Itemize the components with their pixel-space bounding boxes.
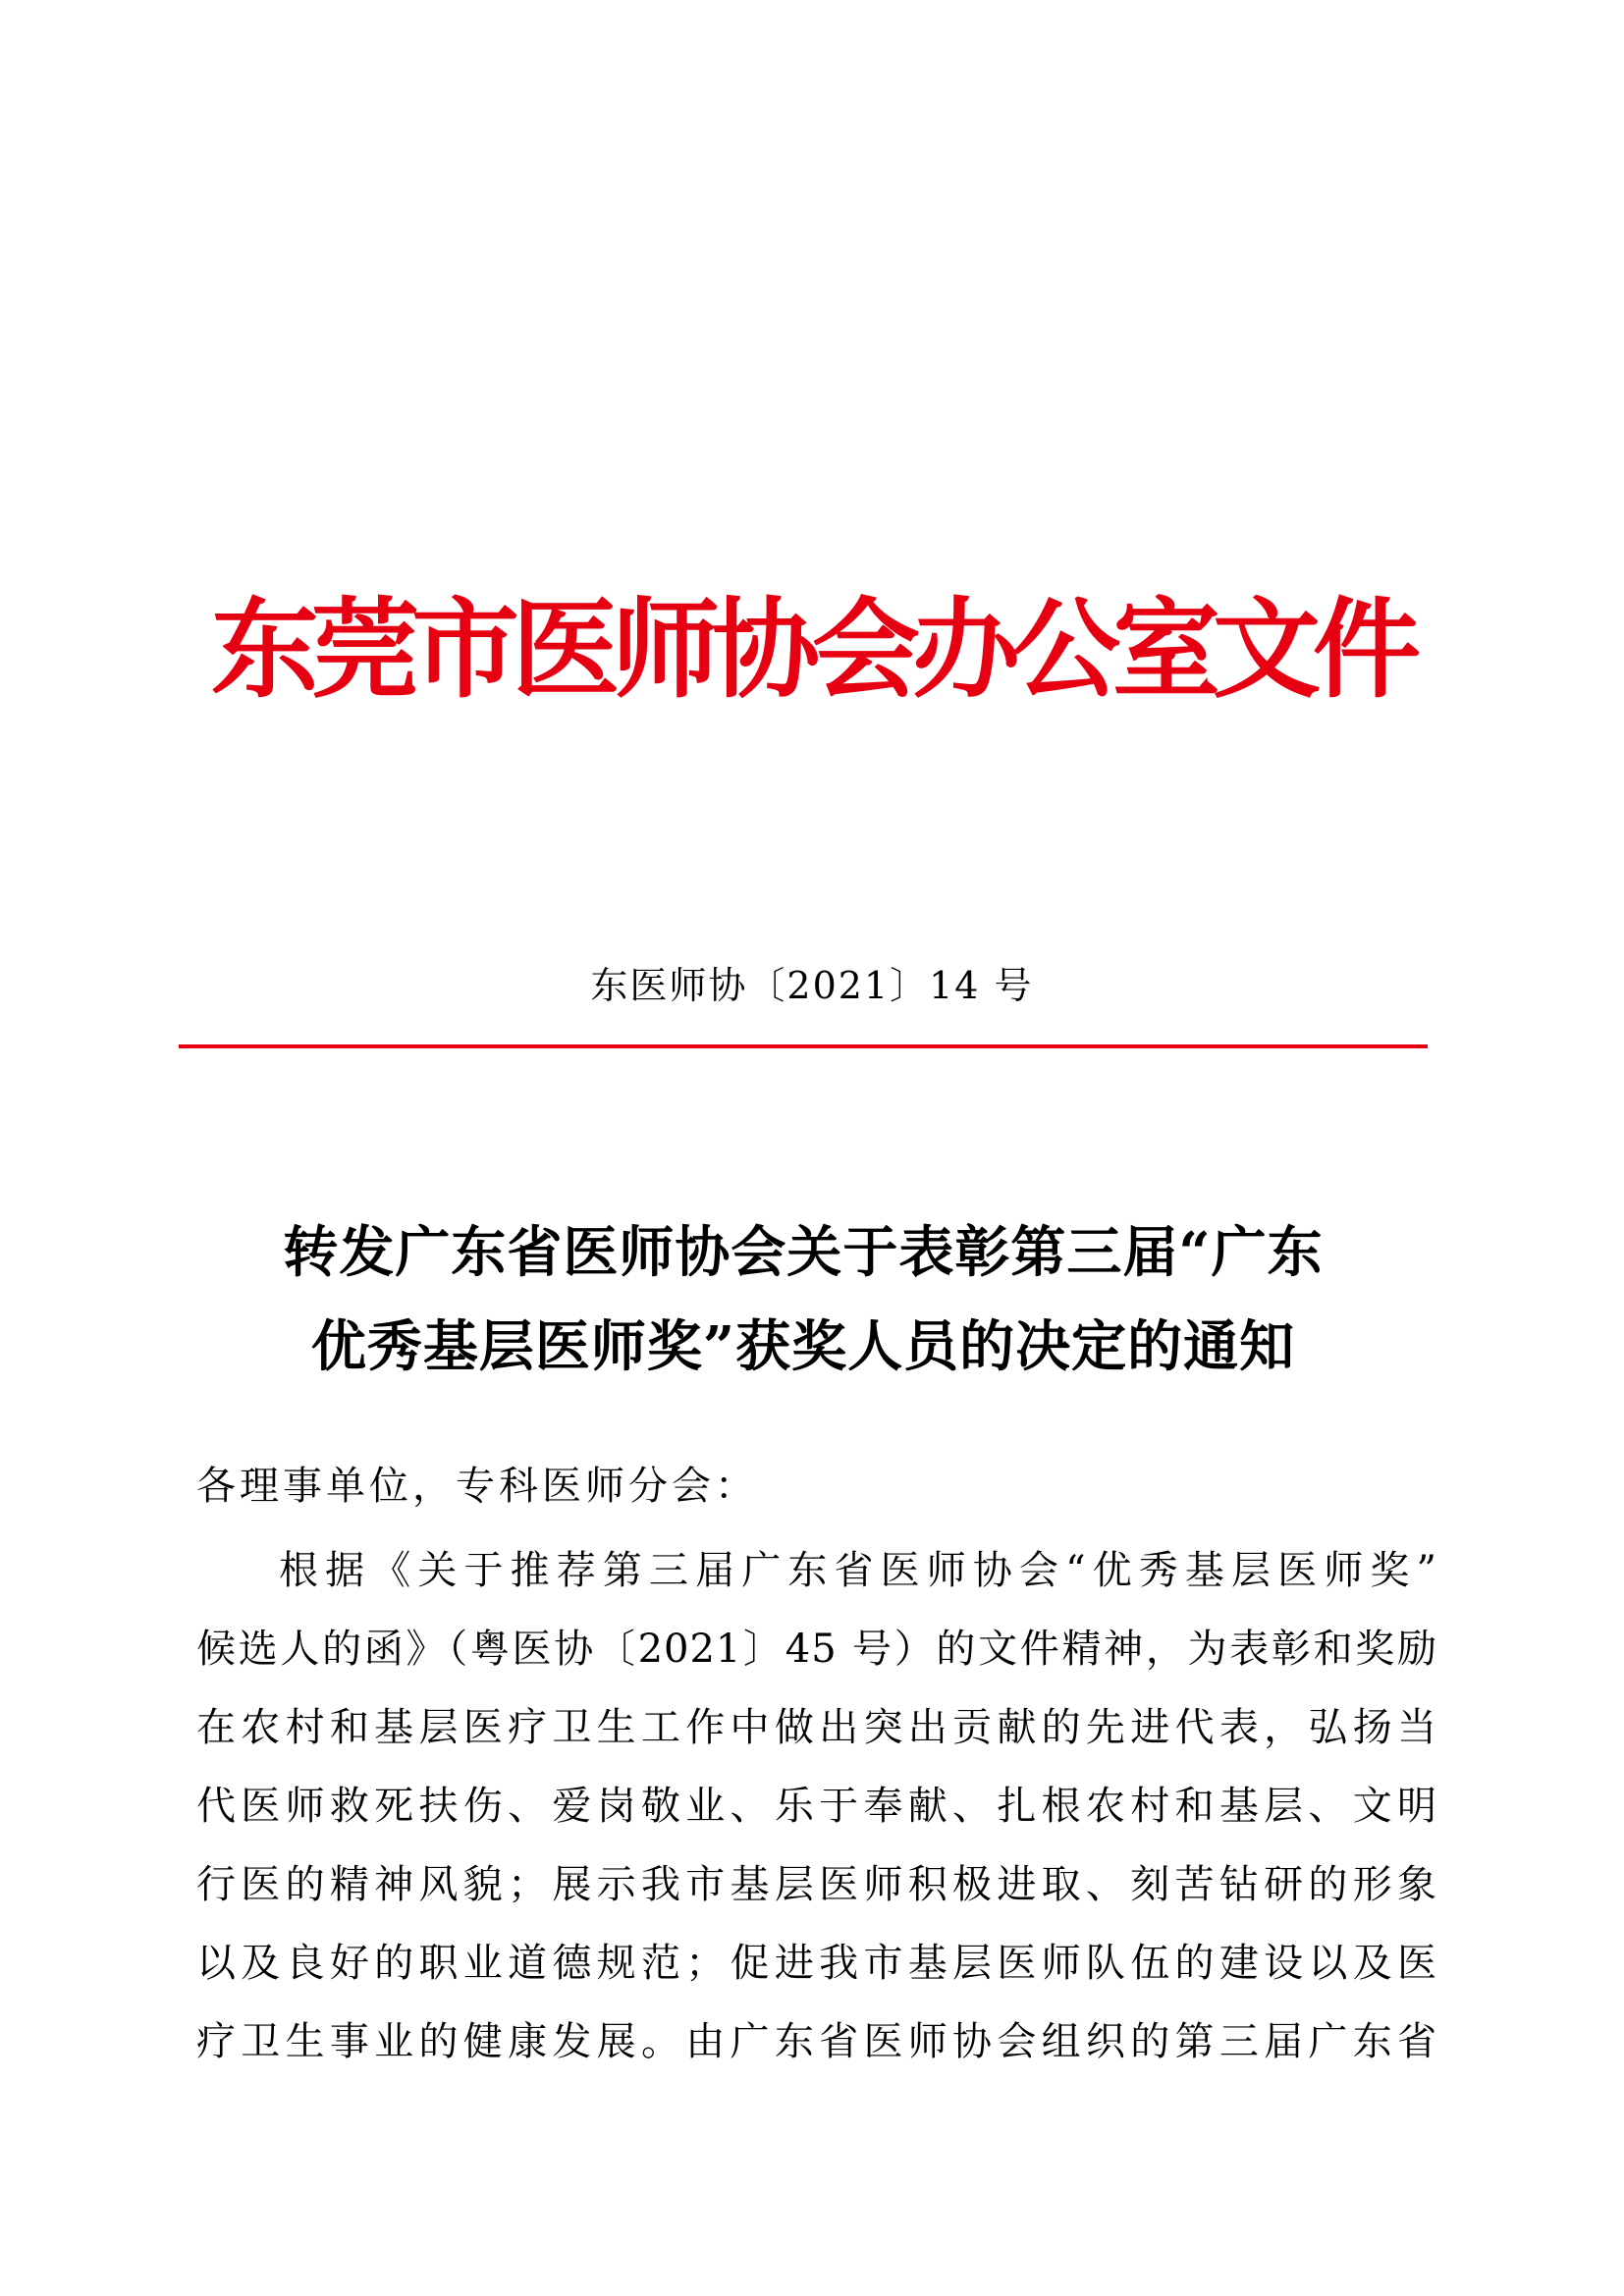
body-line: 在农村和基层医疗卫生工作中做出突出贡献的先进代表，弘扬当 [196, 1705, 1437, 1750]
salutation: 各理事单位，专科医师分会： [196, 1464, 758, 1509]
body-line: 以及良好的职业道德规范；促进我市基层医师队伍的建设以及医 [196, 1941, 1437, 1986]
title-line: 转发广东省医师协会关于表彰第三届“广东 [283, 1220, 1324, 1285]
body-line: 根据《关于推荐第三届广东省医师协会“优秀基层医师奖” [279, 1548, 1437, 1593]
body-paragraph [196, 1531, 1437, 2081]
title-line: 优秀基层医师奖”获奖人员的决定的通知 [310, 1314, 1296, 1379]
document-number: 东医师协〔2021〕14 号 [590, 964, 1034, 1007]
body-line: 疗卫生事业的健康发展。由广东省医师协会组织的第三届广东省 [196, 2019, 1437, 2064]
document-title [179, 1205, 1428, 1394]
issuer-header: 东莞市医师协会办公室文件 [211, 587, 1413, 713]
body-line: 行医的精神风貌；展示我市基层医师积极进取、刻苦钻研的形象 [196, 1862, 1437, 1907]
red-divider-rule [179, 1044, 1428, 1048]
body-line: 候选人的函》（粤医协〔2021〕45 号）的文件精神，为表彰和奖励 [196, 1627, 1437, 1672]
body-line: 代医师救死扶伤、爱岗敬业、乐于奉献、扎根农村和基层、文明 [196, 1784, 1437, 1829]
